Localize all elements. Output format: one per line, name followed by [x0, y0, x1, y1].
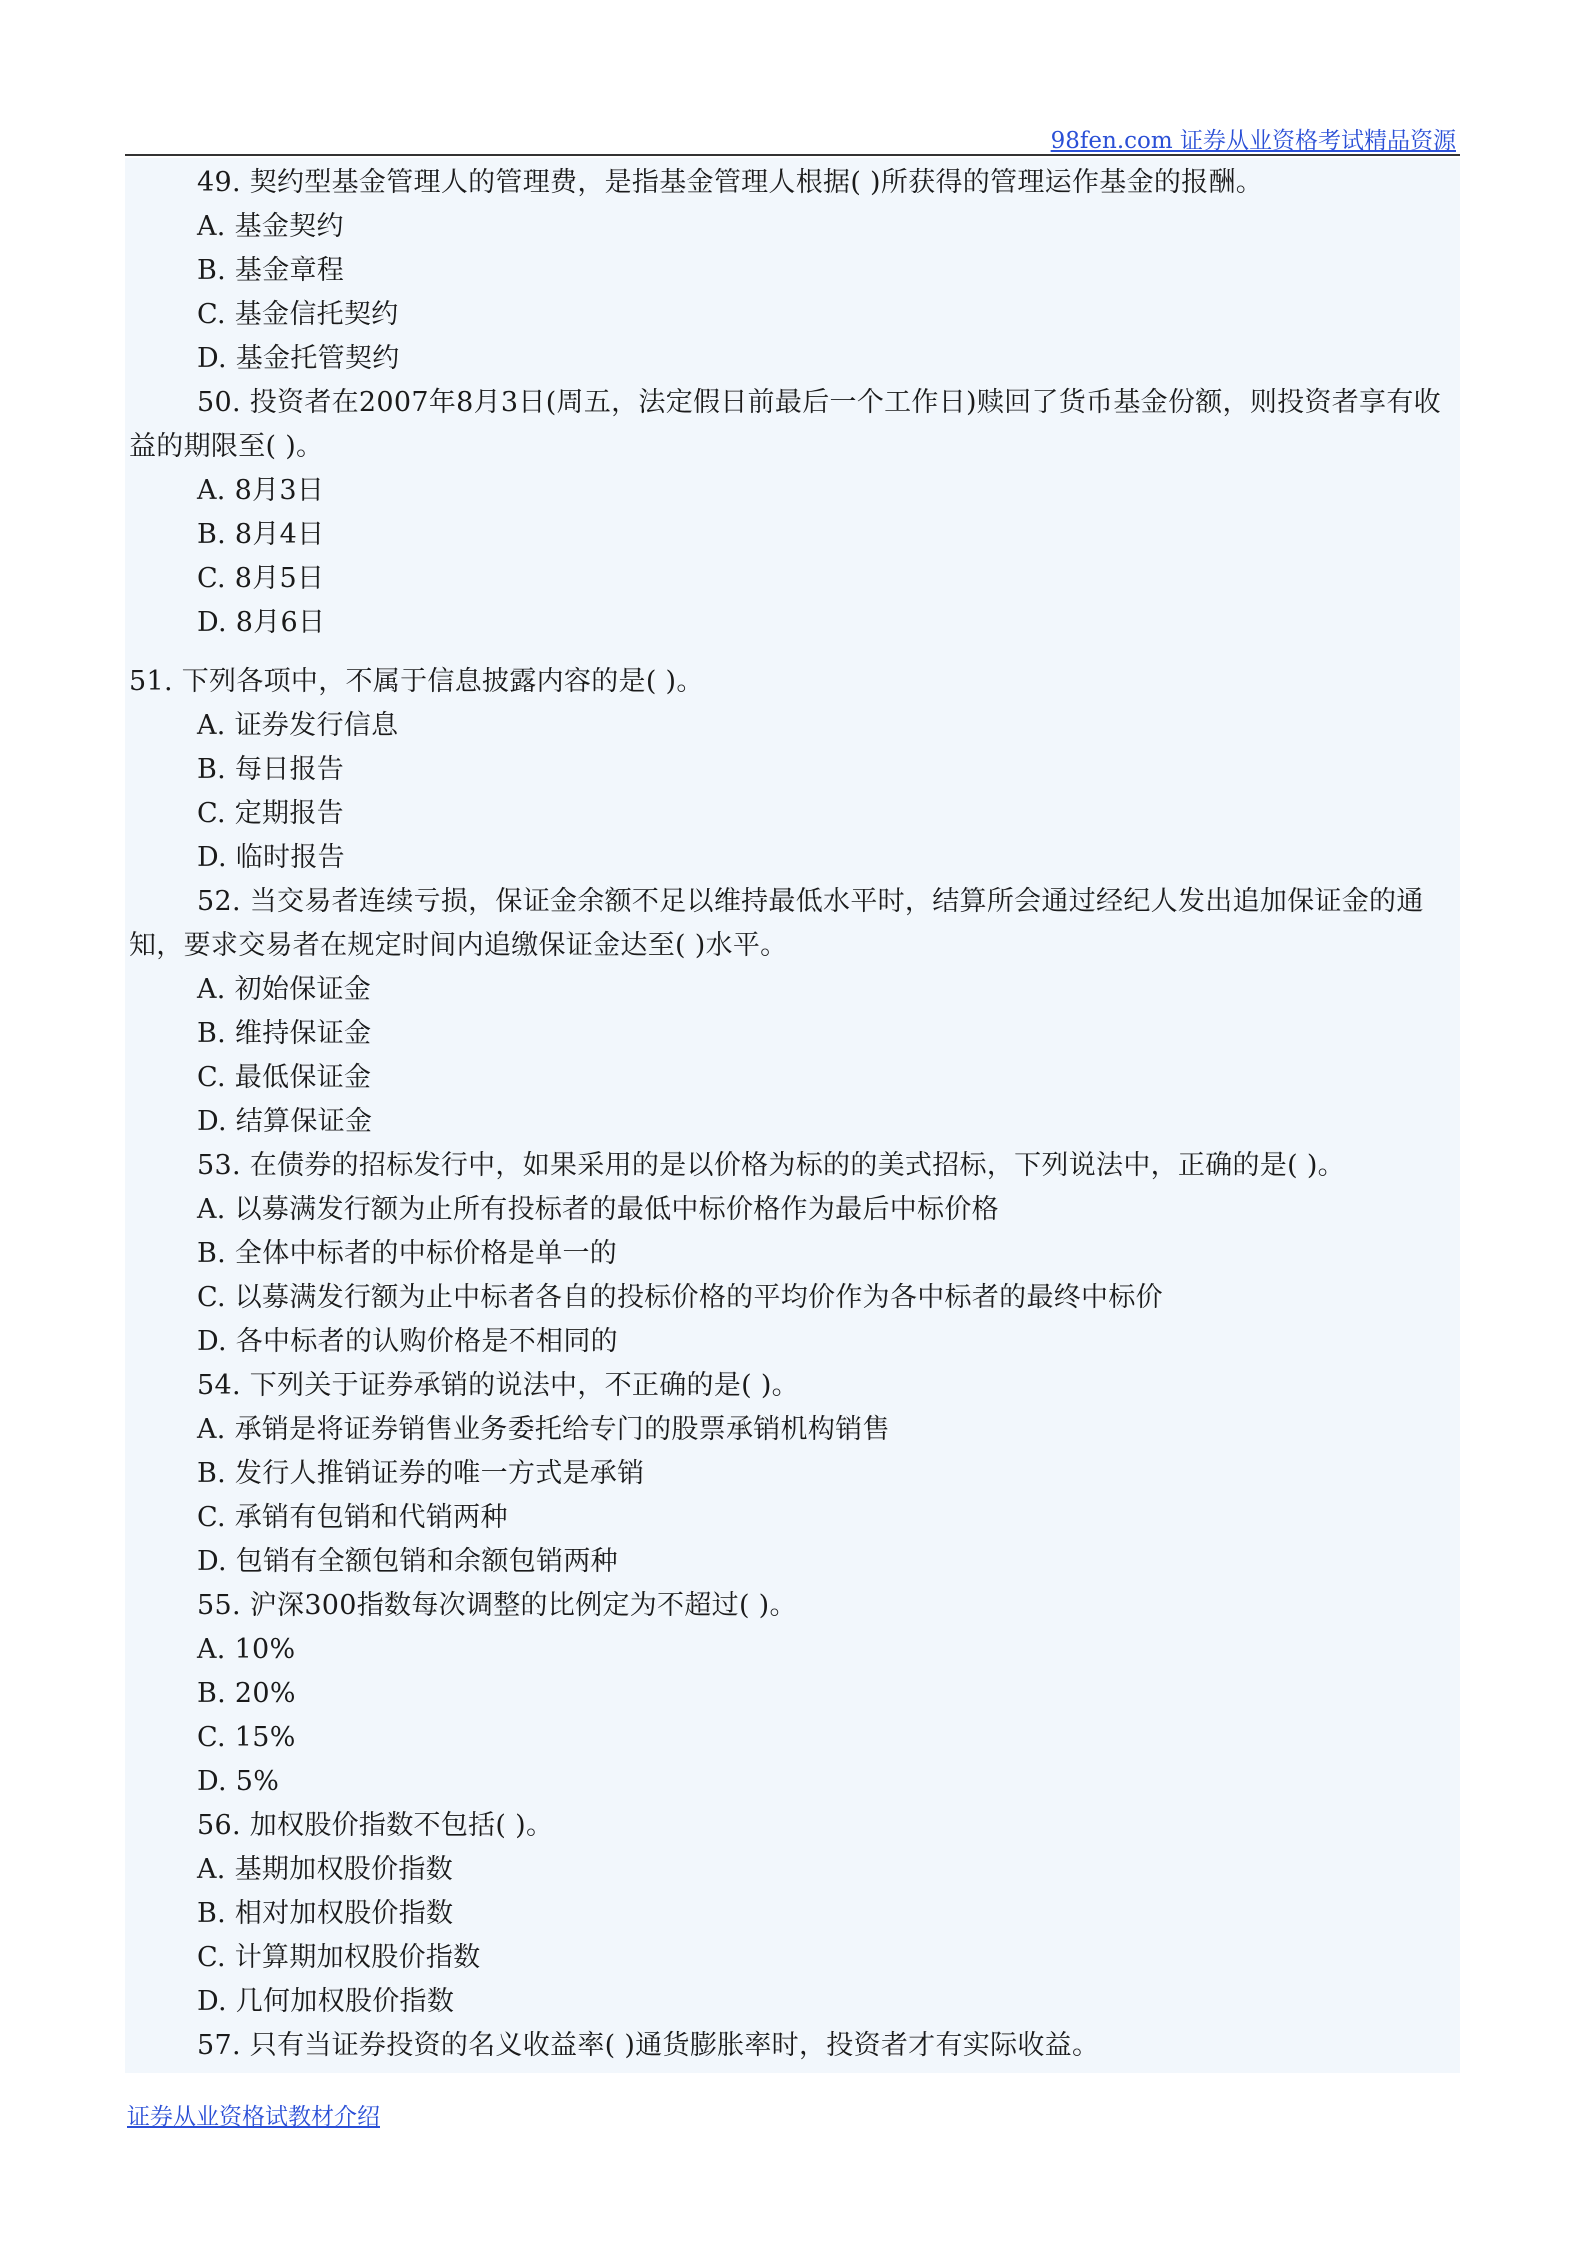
footer-textbook-link[interactable]: 证券从业资格试教材介绍 [127, 2104, 380, 2130]
question-stem: 57. 只有当证券投资的名义收益率( )通货膨胀率时，投资者才有实际收益。 [197, 2030, 1100, 2061]
option-item: A. 基期加权股价指数 [197, 1854, 453, 1885]
option-item: A. 初始保证金 [197, 974, 372, 1005]
question-stem-continued: 知，要求交易者在规定时间内追缴保证金达至( )水平。 [129, 930, 788, 961]
option-item: B. 发行人推销证券的唯一方式是承销 [197, 1458, 645, 1489]
question-stem: 52. 当交易者连续亏损，保证金余额不足以维持最低水平时，结算所会通过经纪人发出追加保证金的通 [197, 886, 1424, 917]
option-item: C. 定期报告 [197, 798, 344, 829]
option-item: A. 承销是将证券销售业务委托给专门的股票承销机构销售 [197, 1414, 890, 1445]
option-item: C. 8月5日 [197, 563, 325, 594]
option-item: D. 包销有全额包销和余额包销两种 [197, 1546, 618, 1577]
option-item: A. 基金契约 [197, 211, 344, 242]
option-item: A. 10% [197, 1634, 296, 1665]
option-item: D. 结算保证金 [197, 1106, 373, 1137]
header-divider [125, 154, 1460, 156]
option-item: C. 以募满发行额为止中标者各自的投标价格的平均价作为各中标者的最终中标价 [197, 1282, 1163, 1313]
option-item: D. 几何加权股价指数 [197, 1986, 455, 2017]
option-item: C. 15% [197, 1722, 296, 1753]
option-item: A. 8月3日 [197, 475, 325, 506]
option-item: A. 以募满发行额为止所有投标者的最低中标价格作为最后中标价格 [197, 1194, 999, 1225]
option-item: D. 8月6日 [197, 607, 326, 638]
question-stem: 55. 沪深300指数每次调整的比例定为不超过( )。 [197, 1590, 797, 1621]
option-item: D. 5% [197, 1766, 280, 1797]
option-item: C. 最低保证金 [197, 1062, 372, 1093]
header-site-link[interactable]: 98fen.com 证券从业资格考试精品资源 [1050, 128, 1456, 154]
question-stem: 54. 下列关于证券承销的说法中，不正确的是( )。 [197, 1370, 799, 1401]
question-stem-continued: 益的期限至( )。 [129, 431, 324, 462]
option-item: B. 每日报告 [197, 754, 345, 785]
option-item: C. 基金信托契约 [197, 299, 399, 330]
option-item: D. 各中标者的认购价格是不相同的 [197, 1326, 618, 1357]
option-item: D. 临时报告 [197, 842, 345, 873]
option-item: B. 基金章程 [197, 255, 345, 286]
question-stem: 50. 投资者在2007年8月3日(周五，法定假日前最后一个工作日)赎回了货币基金份额，则投资者享有收 [197, 387, 1441, 418]
option-item: B. 相对加权股价指数 [197, 1898, 454, 1929]
option-item: D. 基金托管契约 [197, 343, 400, 374]
option-item: C. 计算期加权股价指数 [197, 1942, 481, 1973]
question-stem: 49. 契约型基金管理人的管理费，是指基金管理人根据( )所获得的管理运作基金的报酬。 [197, 167, 1264, 198]
option-item: C. 承销有包销和代销两种 [197, 1502, 508, 1533]
option-item: B. 20% [197, 1678, 296, 1709]
option-item: B. 8月4日 [197, 519, 325, 550]
question-stem: 56. 加权股价指数不包括( )。 [197, 1810, 554, 1841]
question-stem: 51. 下列各项中，不属于信息披露内容的是( )。 [129, 666, 704, 697]
option-item: B. 全体中标者的中标价格是单一的 [197, 1238, 618, 1269]
question-stem: 53. 在债券的招标发行中，如果采用的是以价格为标的的美式招标，下列说法中，正确的是( )。 [197, 1150, 1345, 1181]
option-item: A. 证券发行信息 [197, 710, 399, 741]
option-item: B. 维持保证金 [197, 1018, 372, 1049]
question-list [125, 158, 1460, 2073]
